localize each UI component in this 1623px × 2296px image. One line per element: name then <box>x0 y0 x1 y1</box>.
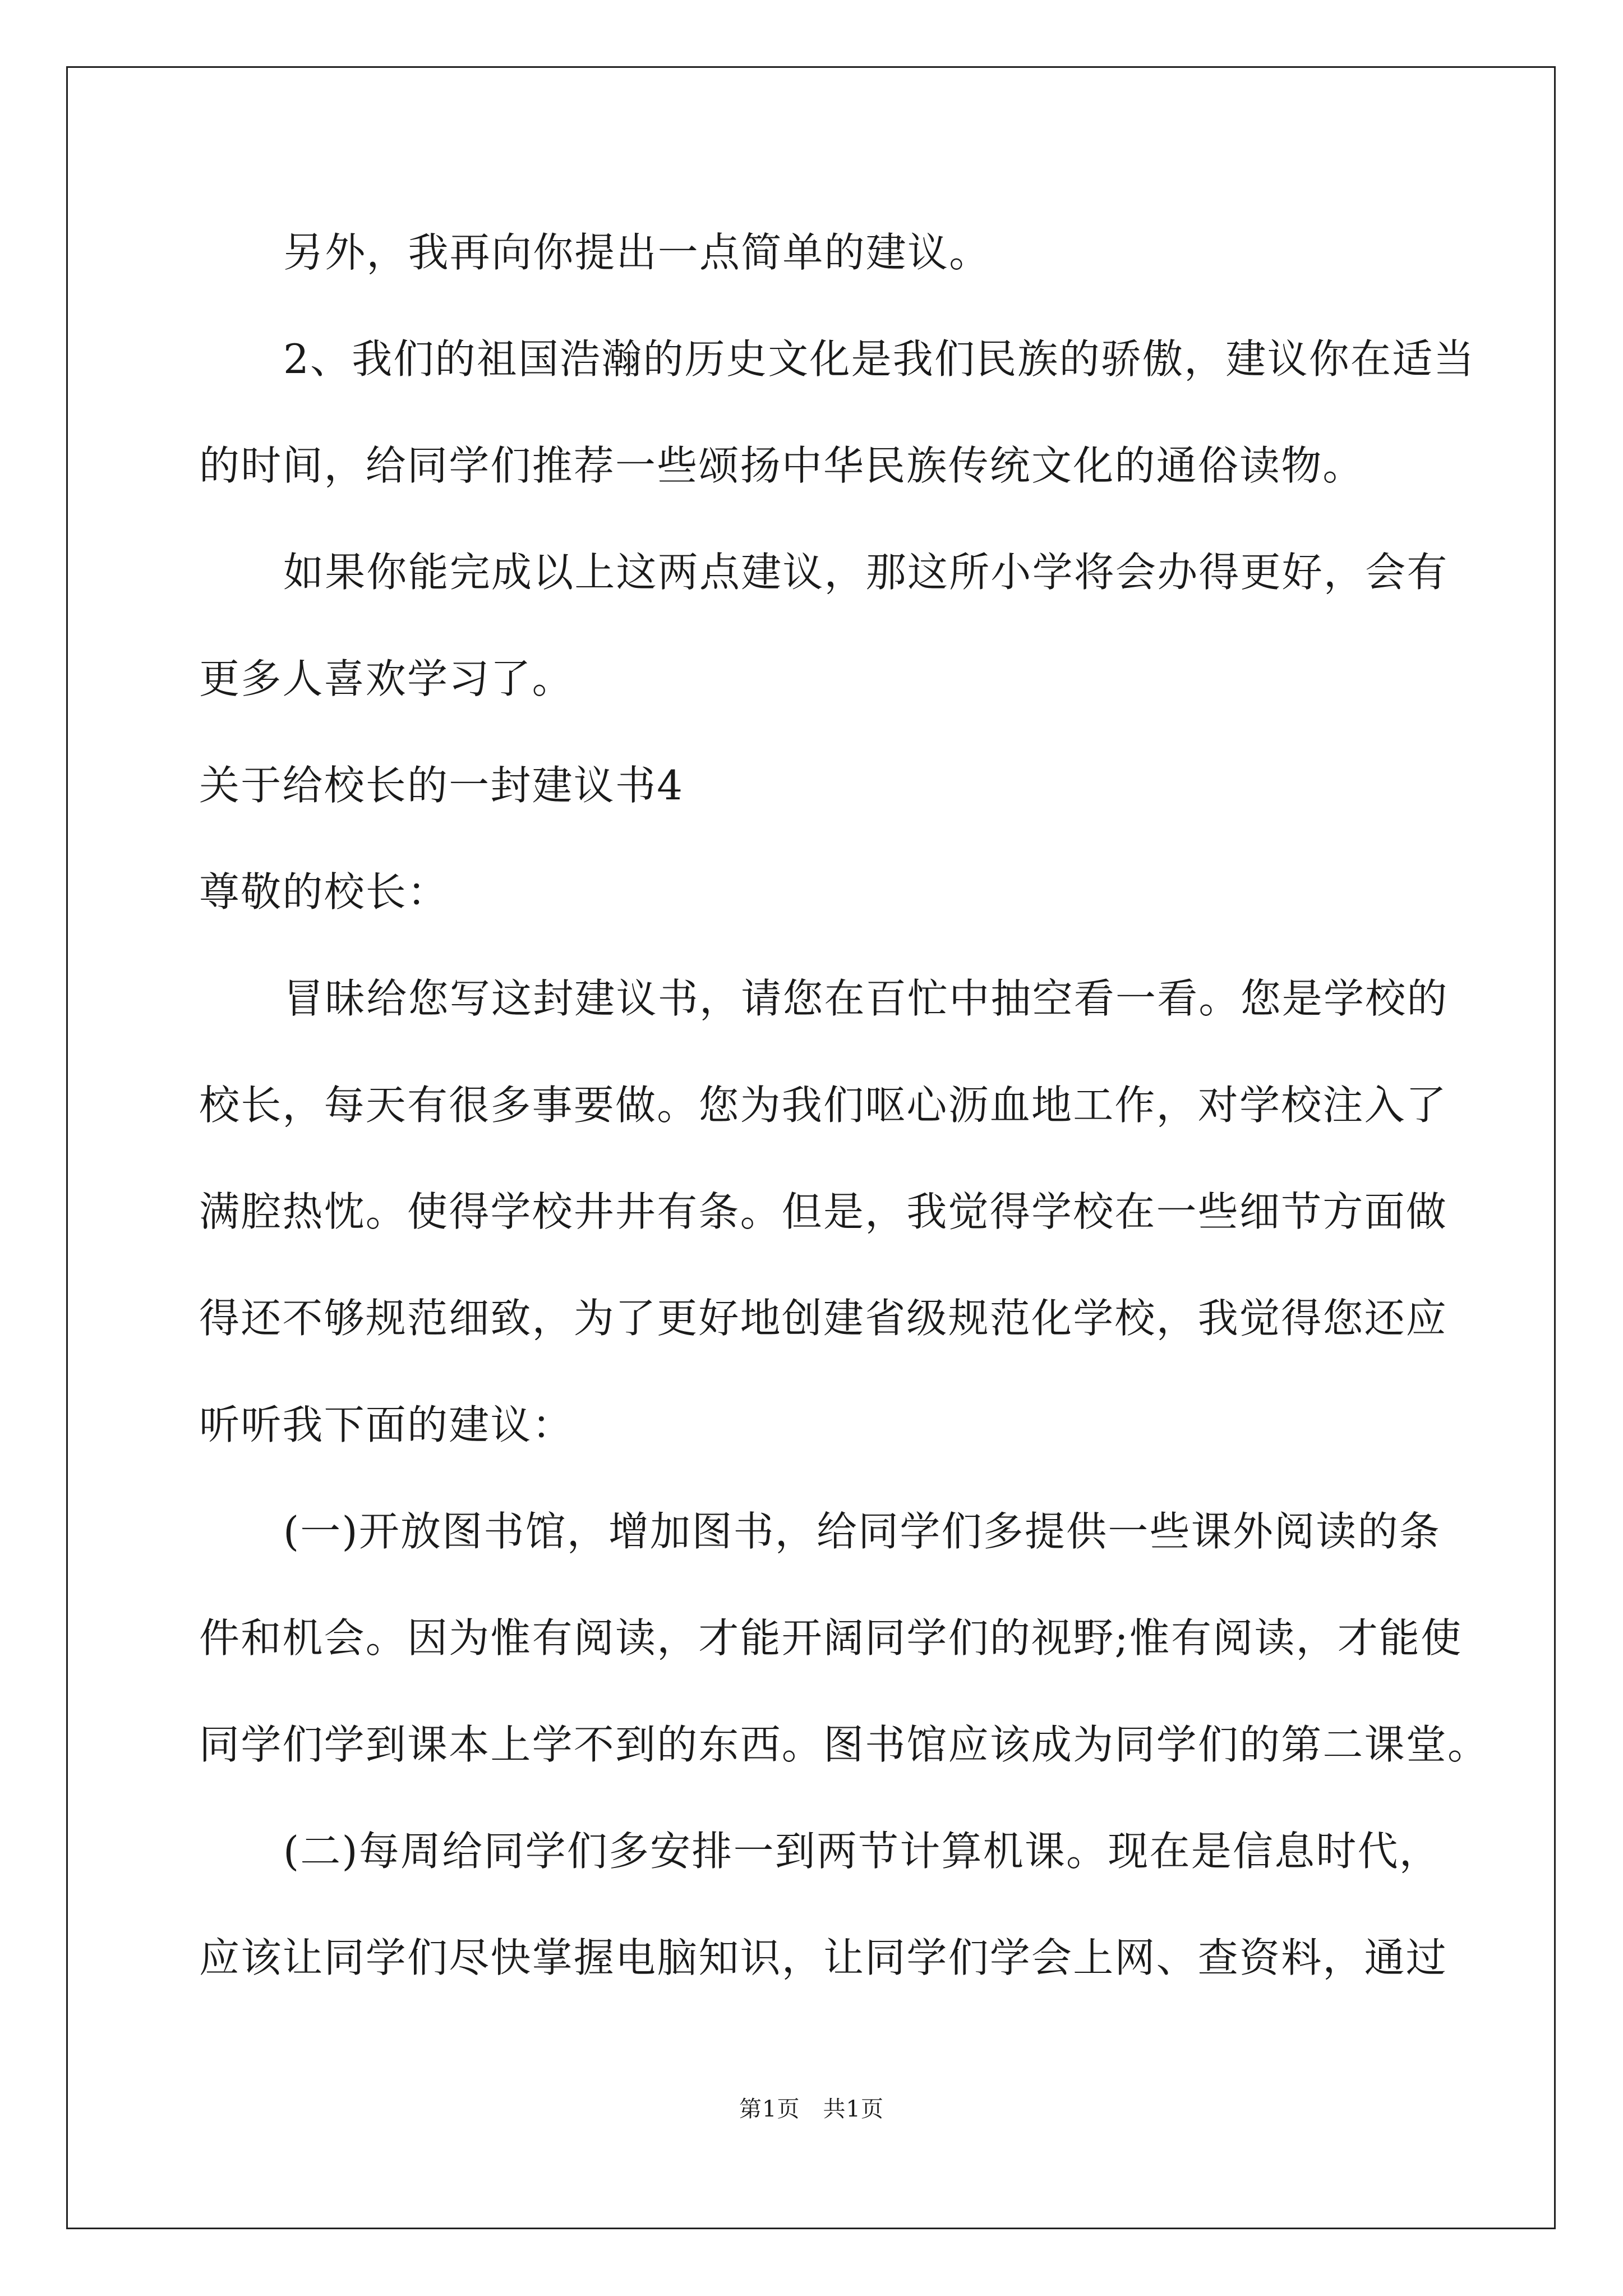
paragraph-line: 更多人喜欢学习了。 <box>199 655 574 702</box>
paragraph-line: 的时间，给同学们推荐一些颂扬中华民族传统文化的通俗读物。 <box>199 442 1364 489</box>
page-border <box>66 66 1556 2229</box>
paragraph-line: 件和机会。因为惟有阅读，才能开阔同学们的视野;惟有阅读，才能使 <box>199 1614 1463 1662</box>
paragraph-line: 校长，每天有很多事要做。您为我们呕心沥血地工作，对学校注入了 <box>199 1082 1448 1129</box>
paragraph-line: 应该让同学们尽快掌握电脑知识，让同学们学会上网、查资料，通过 <box>199 1934 1448 1981</box>
paragraph-line: 另外，我再向你提出一点简单的建议。 <box>283 229 991 276</box>
section-heading: 关于给校长的一封建议书4 <box>199 762 684 809</box>
paragraph-line: (一)开放图书馆，增加图书，给同学们多提供一些课外阅读的条 <box>283 1508 1441 1555</box>
paragraph-line: 2、我们的祖国浩瀚的历史文化是我们民族的骄傲，建议你在适当 <box>283 335 1476 383</box>
paragraph-line: 听听我下面的建议： <box>199 1401 574 1448</box>
paragraph-line: (二)每周给同学们多安排一到两节计算机课。现在是信息时代， <box>283 1828 1441 1875</box>
paragraph-line: 冒昧给您写这封建议书，请您在百忙中抽空看一看。您是学校的 <box>283 975 1449 1022</box>
page-number-footer: 第1页 共1页 <box>739 2096 884 2122</box>
paragraph-line: 得还不够规范细致，为了更好地创建省级规范化学校，我觉得您还应 <box>199 1295 1448 1342</box>
paragraph-line: 满腔热忱。使得学校井井有条。但是，我觉得学校在一些细节方面做 <box>199 1188 1448 1235</box>
salutation: 尊敬的校长： <box>199 868 449 915</box>
paragraph-line: 如果你能完成以上这两点建议，那这所小学将会办得更好，会有 <box>283 549 1449 596</box>
paragraph-line: 同学们学到课本上学不到的东西。图书馆应该成为同学们的第二课堂。 <box>199 1721 1490 1768</box>
